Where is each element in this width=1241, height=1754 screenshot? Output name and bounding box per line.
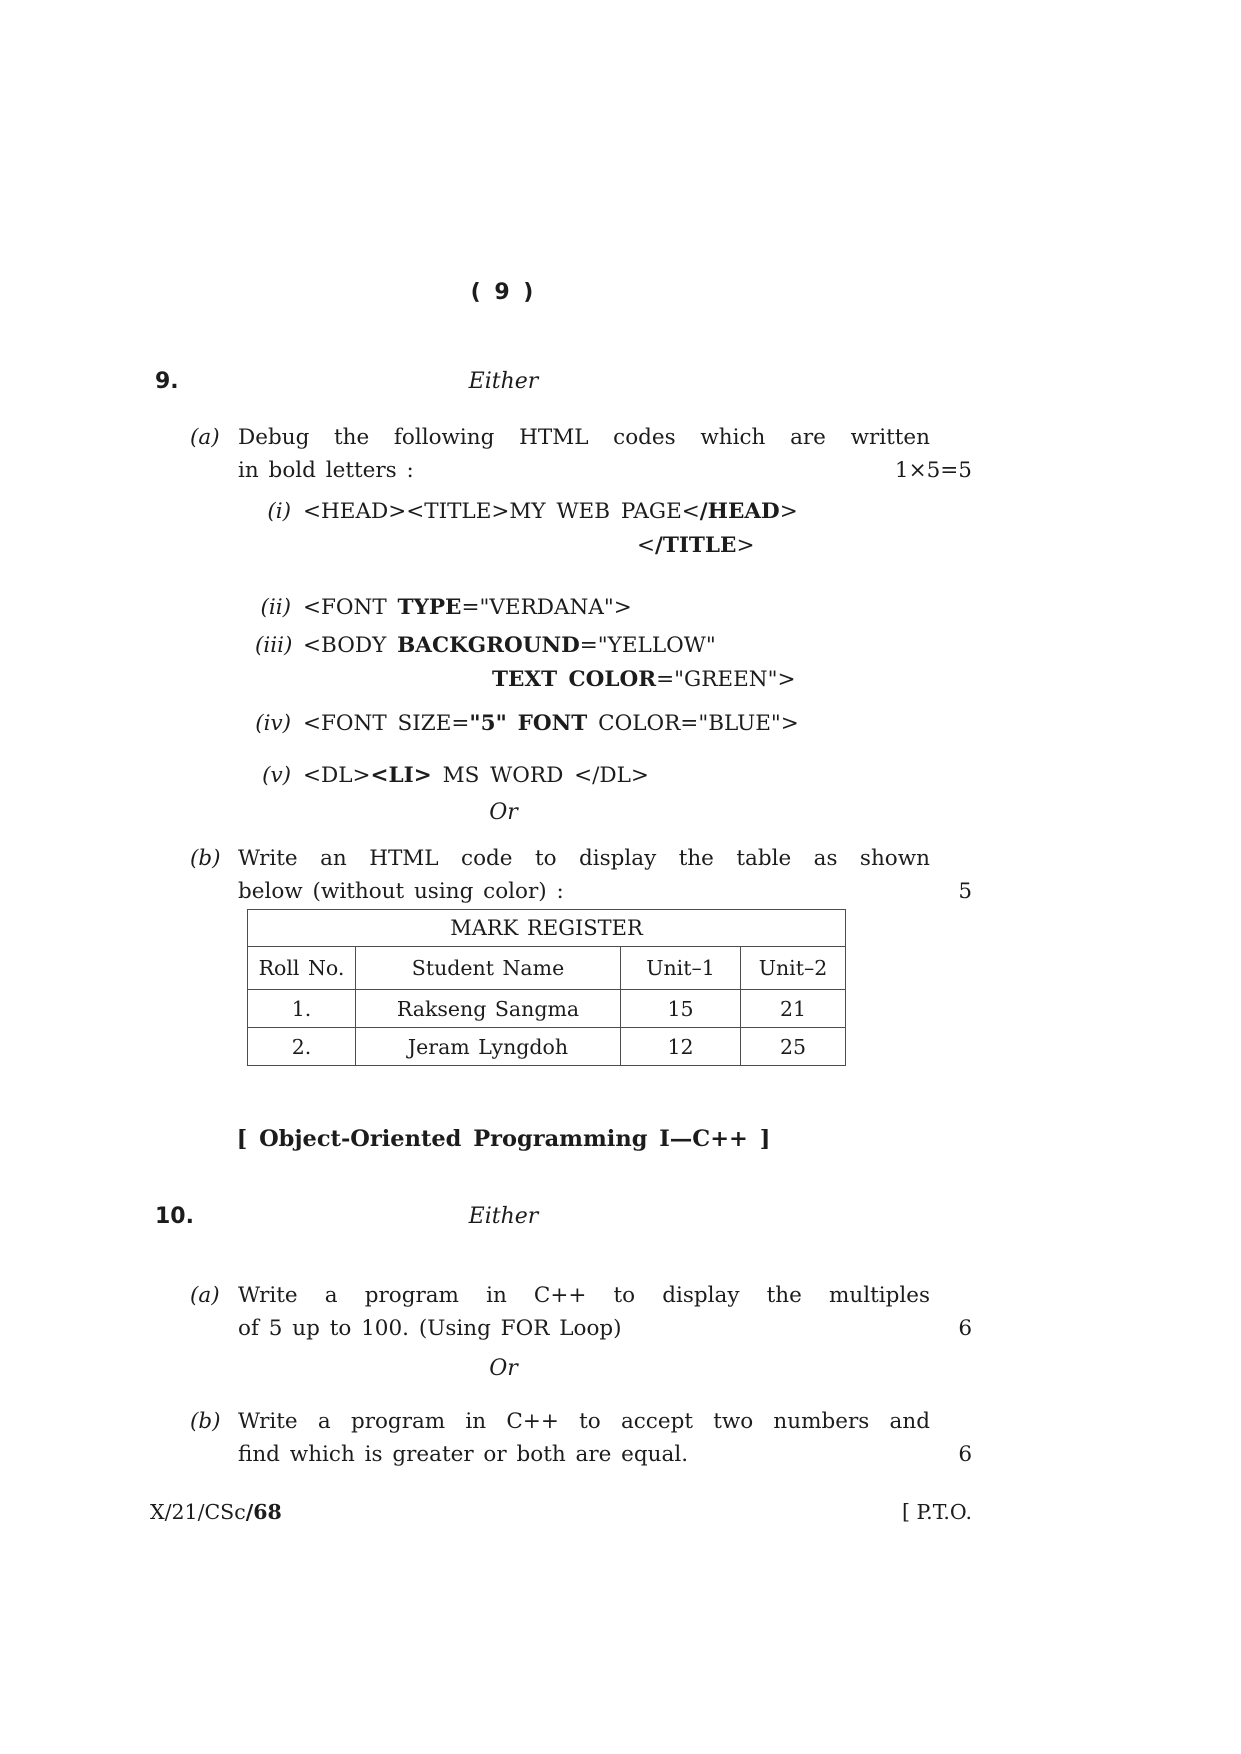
question-10-number: 10. [155, 1204, 194, 1229]
question-9b-line1: Write an HTML code to display the table as shown [238, 846, 930, 871]
table-cell: Rakseng Sangma [356, 990, 621, 1028]
code-bold: /HEAD [699, 499, 780, 524]
subitem-iii-line1 [303, 629, 795, 663]
table-title: MARK REGISTER [248, 910, 846, 947]
subitem-ii-label: (ii) [260, 595, 291, 620]
question-9b-text [238, 842, 972, 908]
question-9-either-label: Either [468, 369, 539, 394]
code-text: < [637, 533, 656, 558]
code-text: <HEAD><TITLE>MY WEB PAGE< [303, 499, 700, 524]
subitem-v [255, 759, 955, 793]
code-bold: /TITLE [655, 533, 737, 558]
question-9-header [150, 369, 972, 399]
subitem-v-label: (v) [262, 763, 291, 788]
question-9a [190, 421, 972, 487]
question-9a-text [238, 421, 972, 487]
question-10a-line2: of 5 up to 100. (Using FOR Loop) [238, 1316, 622, 1341]
table-cell: 25 [741, 1028, 846, 1066]
code-text: <DL> [303, 763, 371, 788]
page-content [150, 0, 972, 1754]
table-cell: Jeram Lyngdoh [356, 1028, 621, 1066]
table-cell: 2. [248, 1028, 356, 1066]
question-9a-marks: 1×5=5 [894, 458, 972, 483]
code-text: ="YELLOW" [579, 633, 716, 658]
question-10b-text [238, 1405, 972, 1471]
question-10b-line2: find which is greater or both are equal. [238, 1442, 689, 1467]
question-10b-label: (b) [190, 1409, 221, 1434]
paper-code-regular: X/21/CSc [150, 1500, 246, 1524]
subitem-i-code [303, 495, 798, 563]
code-text: <FONT SIZE= [303, 711, 470, 736]
question-10-either-label: Either [468, 1204, 539, 1229]
code-text: > [779, 499, 798, 524]
code-text [507, 711, 518, 736]
question-9-number: 9. [155, 369, 179, 394]
question-10a-label: (a) [190, 1283, 220, 1308]
question-10a-line2-row [238, 1312, 972, 1345]
paper-code [150, 1500, 282, 1524]
subitem-iv-label: (iv) [255, 711, 291, 736]
code-bold: FONT [517, 711, 588, 736]
table-header-unit2: Unit–2 [741, 947, 846, 990]
subitem-iii-line2 [492, 663, 795, 697]
subitem-i-line1 [303, 495, 798, 529]
question-10b-marks: 6 [958, 1442, 972, 1467]
page-number: ( 9 ) [470, 280, 537, 305]
code-text: <FONT [303, 595, 398, 620]
subitem-iv [255, 707, 955, 741]
question-10-header [150, 1204, 972, 1234]
table-cell: 12 [621, 1028, 741, 1066]
question-10a [190, 1279, 972, 1345]
subitem-ii [255, 591, 955, 625]
question-10a-line1: Write a program in C++ to display the multiples [238, 1283, 930, 1308]
question-9a-label: (a) [190, 425, 220, 450]
code-bold: TYPE [397, 595, 462, 620]
section-header: [ Object-Oriented Programming I—C++ ] [236, 1126, 771, 1152]
question-9a-line1: Debug the following HTML codes which are written [238, 425, 930, 450]
question-10a-marks: 6 [958, 1316, 972, 1341]
table-cell: 21 [741, 990, 846, 1028]
question-9a-line2-row [238, 454, 972, 487]
code-bold: TEXT COLOR [492, 667, 657, 692]
subitem-i [255, 495, 955, 563]
subitem-iv-code [303, 707, 799, 741]
code-text: MS WORD </DL> [431, 763, 649, 788]
question-10b [190, 1405, 972, 1471]
table-row [248, 990, 846, 1028]
pto-label: [ P.T.O. [902, 1500, 972, 1524]
question-10b-line1: Write a program in C++ to accept two numbers and [238, 1409, 930, 1434]
subitem-i-label: (i) [267, 499, 291, 524]
subitem-v-code [303, 759, 649, 793]
question-10-or-label: Or [489, 1356, 518, 1381]
subitem-iii-code [303, 629, 795, 697]
code-text: ="VERDANA"> [461, 595, 632, 620]
question-9b [190, 842, 972, 908]
code-text: ="GREEN"> [656, 667, 796, 692]
table-header-roll: Roll No. [248, 947, 356, 990]
subitem-i-line2 [637, 529, 798, 563]
code-text: > [736, 533, 755, 558]
mark-register-table [247, 909, 846, 1066]
question-9b-label: (b) [190, 846, 221, 871]
subitem-ii-code [303, 591, 632, 625]
table-row [248, 1028, 846, 1066]
subitem-iii-label: (iii) [255, 633, 293, 658]
table-header-name: Student Name [356, 947, 621, 990]
code-bold: BACKGROUND [397, 633, 580, 658]
paper-code-bold: /68 [245, 1500, 282, 1524]
page-footer [150, 1500, 972, 1524]
question-9b-line2-row [238, 875, 972, 908]
table-cell: 15 [621, 990, 741, 1028]
question-10b-line2-row [238, 1438, 972, 1471]
table-header-unit1: Unit–1 [621, 947, 741, 990]
table-header-row [248, 947, 846, 990]
question-9-or-label: Or [489, 800, 518, 825]
subitem-iii [255, 629, 955, 697]
code-bold: <LI> [370, 763, 432, 788]
question-9b-marks: 5 [958, 879, 972, 904]
question-10a-text [238, 1279, 972, 1345]
question-9b-line2: below (without using color) : [238, 879, 564, 904]
code-text: COLOR="BLUE"> [587, 711, 799, 736]
code-text: <BODY [303, 633, 398, 658]
table-cell: 1. [248, 990, 356, 1028]
code-bold: "5" [469, 711, 507, 736]
question-9a-line2: in bold letters : [238, 458, 414, 483]
